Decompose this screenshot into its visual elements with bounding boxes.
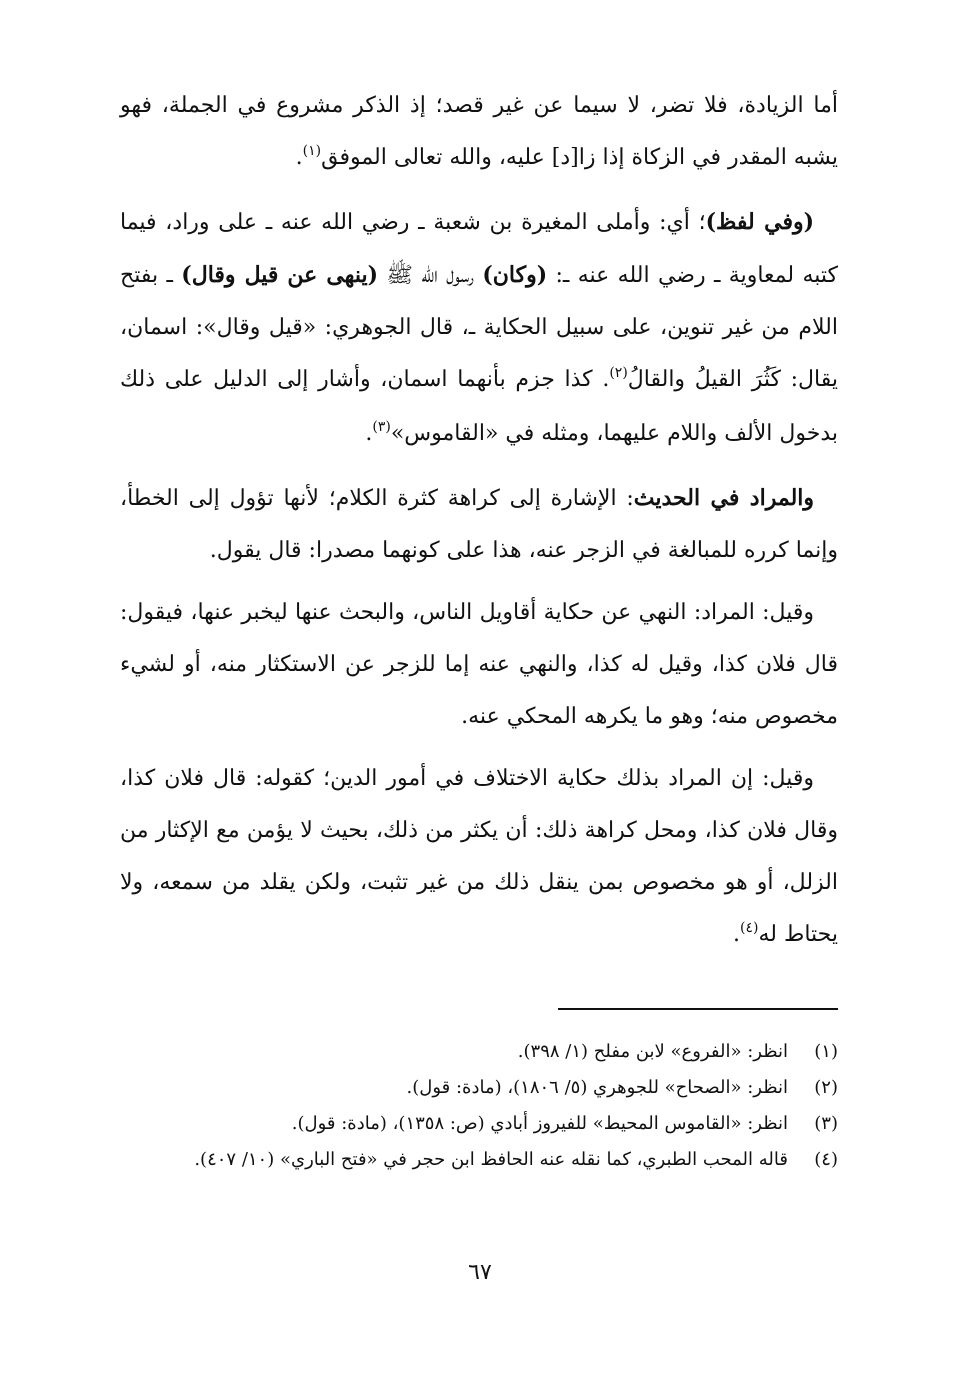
footnote-ref-3: (٣) — [372, 419, 391, 435]
run: . — [365, 421, 373, 446]
footnote-number: (٣) — [814, 1113, 838, 1134]
footnote-ref-1: (١) — [302, 143, 322, 159]
run: ؛ أي: وأملى المغيرة بن شعبة ـ رضي الله عنه ـ على وراد، فيما كتبه لمعاوية ـ رضي الله عنه ـ: — [120, 210, 838, 288]
run: وقيل: المراد: النهي عن حكاية أقاويل الناس، والبحث عنها ليخبر عنها، فيقول: قال فلان كذا، وقيل له كذا، والنهي عنه إما للزجر عن الاستكثار منه، أو لشيء مخصوص منه؛ وهو ما يكرهه المحكي عنه. — [120, 600, 838, 729]
footnote — [120, 1034, 838, 1070]
footnote — [120, 1070, 838, 1106]
bold-phrase: (وكان) — [482, 262, 548, 288]
main-text — [120, 80, 838, 963]
footnotes — [120, 1034, 838, 1178]
bold-phrase: والمراد في الحديث — [633, 485, 815, 511]
run: . — [733, 922, 741, 947]
run: . كذا جزم بأنهما اسمان، وأشار إلى الدليل على ذلك بدخول الألف واللام عليهما، ومثله في «القاموس» — [120, 367, 838, 446]
footnote — [120, 1142, 838, 1178]
paragraph-4 — [120, 587, 838, 743]
footnote-number: (٢) — [814, 1077, 838, 1098]
footnote-text: انظر: «القاموس المحيط» للفيروز أبادي (ص: ١٣٥٨)، (مادة: قول). — [291, 1113, 788, 1134]
footnote-text: قاله المحب الطبري، كما نقله عنه الحافظ ابن حجر في «فتح الباري» (١٠/ ٤٠٧). — [194, 1149, 788, 1170]
run: . — [295, 145, 303, 170]
paragraph-5 — [120, 753, 838, 963]
run: ـ بفتح اللام من غير تنوين، على سبيل الحكاية ـ، قال الجوهري: «قيل وقال»: اسمان، يقال: كَثُرَ القيلُ والقالُ — [120, 263, 838, 392]
bold-phrase: (وفي لفظ) — [705, 209, 814, 235]
paragraph-2 — [120, 196, 838, 462]
footnote-separator — [558, 1008, 838, 1010]
footnote-text: انظر: «الفروع» لابن مفلح (١/ ٣٩٨). — [517, 1041, 788, 1062]
bold-phrase: (ينهى عن قيل وقال) — [181, 262, 378, 288]
run: : الإشارة إلى كراهة كثرة الكلام؛ لأنها تؤول إلى الخطأ، وإنما كرره للمبالغة في الزجر عنه، هذا على كونهما مصدرا: قال يقول. — [120, 486, 838, 563]
paragraph-1 — [120, 80, 838, 186]
footnote — [120, 1106, 838, 1142]
footnote-text: انظر: «الصحاح» للجوهري (٥/ ١٨٠٦)، (مادة: قول). — [406, 1077, 788, 1098]
footnote-number: (٤) — [814, 1149, 838, 1170]
run: أما الزيادة، فلا تضر، لا سيما عن غير قصد؛ إذ الذكر مشروع في الجملة، فهو يشبه المقدر في الزكاة إذا زا[د] عليه، والله تعالى الموفق — [120, 93, 838, 170]
footnote-ref-2: (٢) — [609, 365, 628, 381]
footnote-number: (١) — [814, 1041, 838, 1062]
run: رسول الله ﷺ — [378, 263, 483, 288]
footnote-ref-4: (٤) — [740, 920, 759, 936]
run: وقيل: إن المراد بذلك حكاية الاختلاف في أمور الدين؛ كقوله: قال فلان كذا، وقال فلان كذا، ومحل كراهة ذلك: أن يكثر من ذلك، بحيث لا يؤمن مع الإكثار من الزلل، أو هو مخصوص بمن ينقل ذلك من غير تثبت، ولكن يقلد من سمعه، ولا يحتاط له — [120, 766, 838, 947]
page-number: ٦٧ — [468, 1260, 492, 1285]
paragraph-3 — [120, 472, 838, 577]
